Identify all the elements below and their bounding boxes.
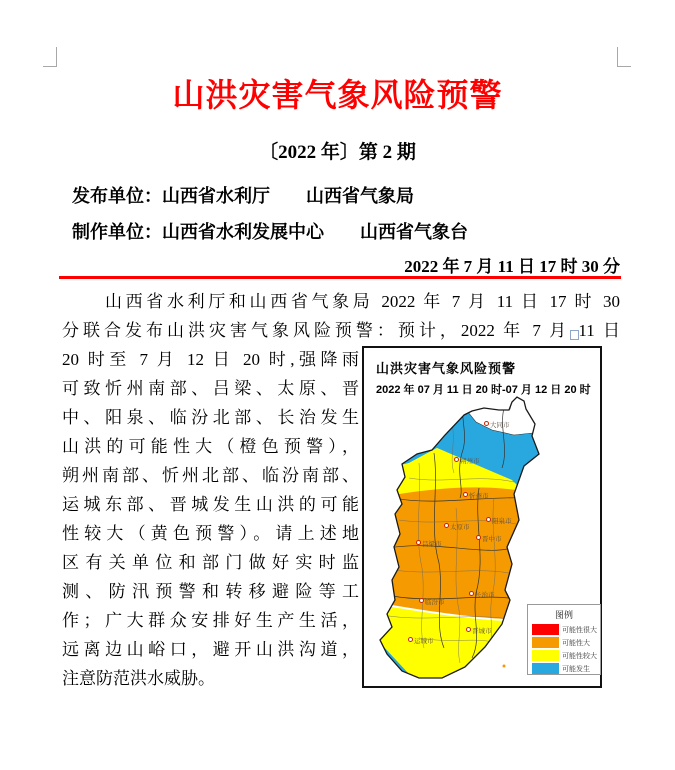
city-name: 大同市 bbox=[490, 422, 510, 429]
body-text-line: 注意防范洪水威胁。 bbox=[62, 669, 215, 688]
city-marker-dot bbox=[419, 598, 424, 603]
city-marker-dot bbox=[486, 517, 491, 522]
city-label bbox=[408, 637, 434, 645]
map-legend bbox=[527, 604, 601, 675]
body-paragraph-beside-map bbox=[62, 345, 359, 693]
city-name: 晋中市 bbox=[482, 536, 502, 543]
legend-title: 图例 bbox=[554, 610, 573, 620]
issue-number: 〔2022 年〕第 2 期 bbox=[259, 142, 416, 163]
legend-item bbox=[532, 649, 600, 662]
city-marker-dot bbox=[416, 540, 421, 545]
legend-item bbox=[532, 636, 600, 649]
body-text-line: 可致忻州南部、吕梁、太原、晋 bbox=[62, 379, 359, 398]
city-name: 临汾市 bbox=[425, 599, 445, 606]
city-name: 吕梁市 bbox=[422, 541, 442, 548]
producer-label: 制作单位： bbox=[72, 222, 162, 242]
city-name: 晋城市 bbox=[472, 628, 492, 635]
city-marker-dot bbox=[476, 535, 481, 540]
city-label bbox=[469, 591, 495, 599]
city-label bbox=[486, 517, 512, 525]
body-text-line: 朔州南部、忻州北部、临汾南部、 bbox=[62, 466, 359, 485]
risk-map-figure bbox=[362, 346, 602, 688]
city-name: 朔州市 bbox=[460, 458, 480, 465]
map-title: 山洪灾害气象风险预警 bbox=[376, 361, 517, 376]
city-label bbox=[419, 598, 445, 606]
producer-value: 山西省水利发展中心 山西省气象台 bbox=[162, 222, 468, 242]
city-label bbox=[416, 540, 442, 548]
body-text-line: 山洪的可能性大（橙色预警）， bbox=[62, 437, 359, 456]
city-marker-dot bbox=[484, 421, 489, 426]
publisher-line bbox=[72, 182, 414, 208]
body-text-line: 运城东部、晋城发生山洪的可能 bbox=[62, 495, 359, 514]
city-label bbox=[476, 535, 502, 543]
city-name: 长治市 bbox=[475, 592, 495, 599]
legend-item bbox=[532, 623, 600, 636]
city-label bbox=[484, 421, 510, 429]
city-label bbox=[454, 457, 480, 465]
body-text-line: 山西省水利厅和山西省气象局 2022 年 7 月 11 日 17 时 30 bbox=[105, 292, 620, 311]
body-text-line: 分联合发布山洪灾害气象风险预警：预计，2022 年 7 月 11 日 bbox=[62, 321, 620, 340]
legend-label: 可能发生 bbox=[562, 665, 590, 673]
legend-label: 可能性较大 bbox=[562, 652, 597, 660]
body-text-line: 中、阳泉、临汾北部、长治发生 bbox=[62, 408, 359, 427]
legend-color-swatch bbox=[532, 624, 559, 635]
body-text-line: 区有关单位和部门做好实时监 bbox=[62, 553, 359, 572]
body-text-line: 20 时至 7 月 12 日 20 时,强降雨 bbox=[62, 350, 359, 369]
city-name: 阳泉市 bbox=[492, 518, 512, 525]
body-text-line: 测、防汛预警和转移避险等工 bbox=[62, 582, 359, 601]
publisher-value: 山西省水利厅 山西省气象局 bbox=[162, 186, 414, 206]
city-marker-dot bbox=[463, 492, 468, 497]
city-name: 太原市 bbox=[450, 524, 470, 531]
city-marker-dot bbox=[466, 627, 471, 632]
city-name: 忻州市 bbox=[469, 493, 489, 500]
producer-line bbox=[72, 218, 468, 244]
issue-datetime: 2022 年 7 月 11 日 17 时 30 分 bbox=[404, 257, 620, 276]
city-marker-dot bbox=[408, 637, 413, 642]
body-text-line: 性较大（黄色预警）。请上述地 bbox=[62, 524, 359, 543]
city-label bbox=[444, 523, 470, 531]
legend-color-swatch bbox=[532, 650, 559, 661]
legend-color-swatch bbox=[532, 637, 559, 648]
body-text-line: 作；广大群众安排好生产生活， bbox=[62, 611, 359, 630]
document-title: 山洪灾害气象风险预警 bbox=[172, 77, 503, 113]
legend-label: 可能性很大 bbox=[562, 626, 597, 634]
city-label bbox=[466, 627, 492, 635]
header-divider-rule bbox=[59, 276, 621, 279]
margin-mark-top-left bbox=[43, 47, 57, 67]
body-paragraph-full-width bbox=[62, 287, 620, 345]
city-marker-dot bbox=[469, 591, 474, 596]
publisher-label: 发布单位： bbox=[72, 186, 162, 206]
city-marker-dot bbox=[454, 457, 459, 462]
legend-color-swatch bbox=[532, 663, 559, 674]
map-subtitle: 2022 年 07 月 11 日 20 时-07 月 12 日 20 时 bbox=[376, 384, 591, 396]
body-text-line: 远离边山峪口，避开山洪沟道， bbox=[62, 640, 359, 659]
city-marker-dot bbox=[444, 523, 449, 528]
margin-mark-top-right bbox=[617, 47, 631, 67]
city-name: 运城市 bbox=[414, 638, 434, 645]
legend-item bbox=[532, 662, 600, 675]
paragraph-anchor-mark bbox=[570, 330, 579, 340]
legend-label: 可能性大 bbox=[562, 639, 590, 647]
city-label bbox=[463, 492, 489, 500]
